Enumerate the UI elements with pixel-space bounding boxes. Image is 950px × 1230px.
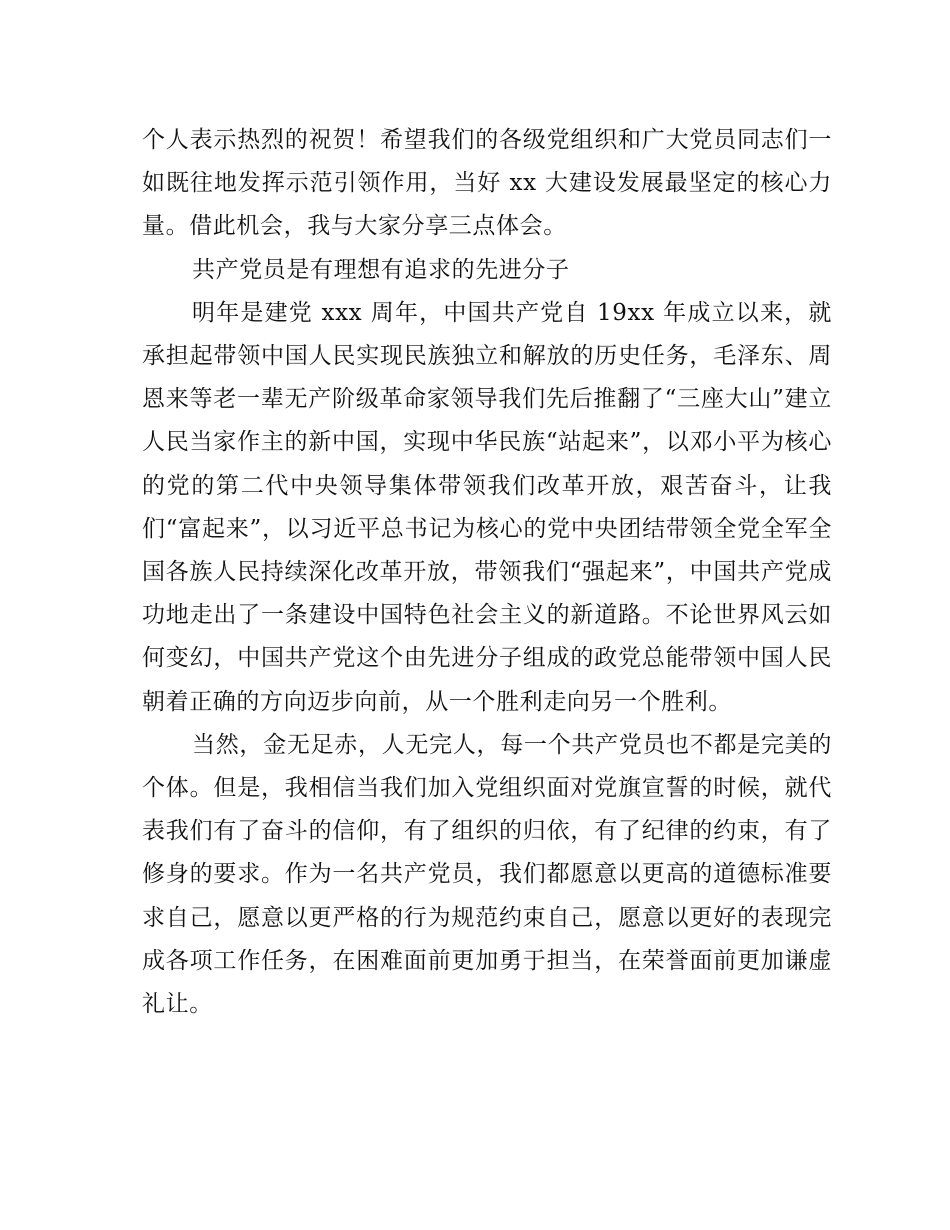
- paragraph-history: 明年是建党 xxx 周年，中国共产党自 19xx 年成立以来，就承担起带领中国人民实现民族独立和解放的历史任务，毛泽东、周恩来等老一辈无产阶级革命家领导我们先后推翻了“三座大山”建立人民当家作主的新中国，实现中华民族“站起来”，以邓小平为核心的党的第二代中央领导集体带领我们改革开放，艰苦奋斗，让我们“富起来”，以习近平总书记为核心的党中央团结带领全党全军全国各族人民持续深化改革开放，带领我们“强起来”，中国共产党成功地走出了一条建设中国特色社会主义的新道路。不论世界风云如何变幻，中国共产党这个由先进分子组成的政党总能带领中国人民朝着正确的方向迈步向前，从一个胜利走向另一个胜利。: [142, 299, 832, 715]
- document-body: [142, 119, 832, 1026]
- section-heading: 共产党员是有理想有追求的先进分子: [192, 256, 570, 283]
- paragraph-intro: 个人表示热烈的祝贺！希望我们的各级党组织和广大党员同志们一如既往地发挥示范引领作用，当好 xx 大建设发展最坚定的核心力量。借此机会，我与大家分享三点体会。: [142, 127, 832, 240]
- paragraph-commitment: 当然，金无足赤，人无完人，每一个共产党员也不都是完美的个体。但是，我相信当我们加入党组织面对党旗宣誓的时候，就代表我们有了奋斗的信仰，有了组织的归依，有了纪律的约束，有了修身的要求。作为一名共产党员，我们都愿意以更高的道德标准要求自己，愿意以更严格的行为规范约束自己，愿意以更好的表现完成各项工作任务，在困难面前更加勇于担当，在荣誉面前更加谦虚礼让。: [142, 731, 832, 1018]
